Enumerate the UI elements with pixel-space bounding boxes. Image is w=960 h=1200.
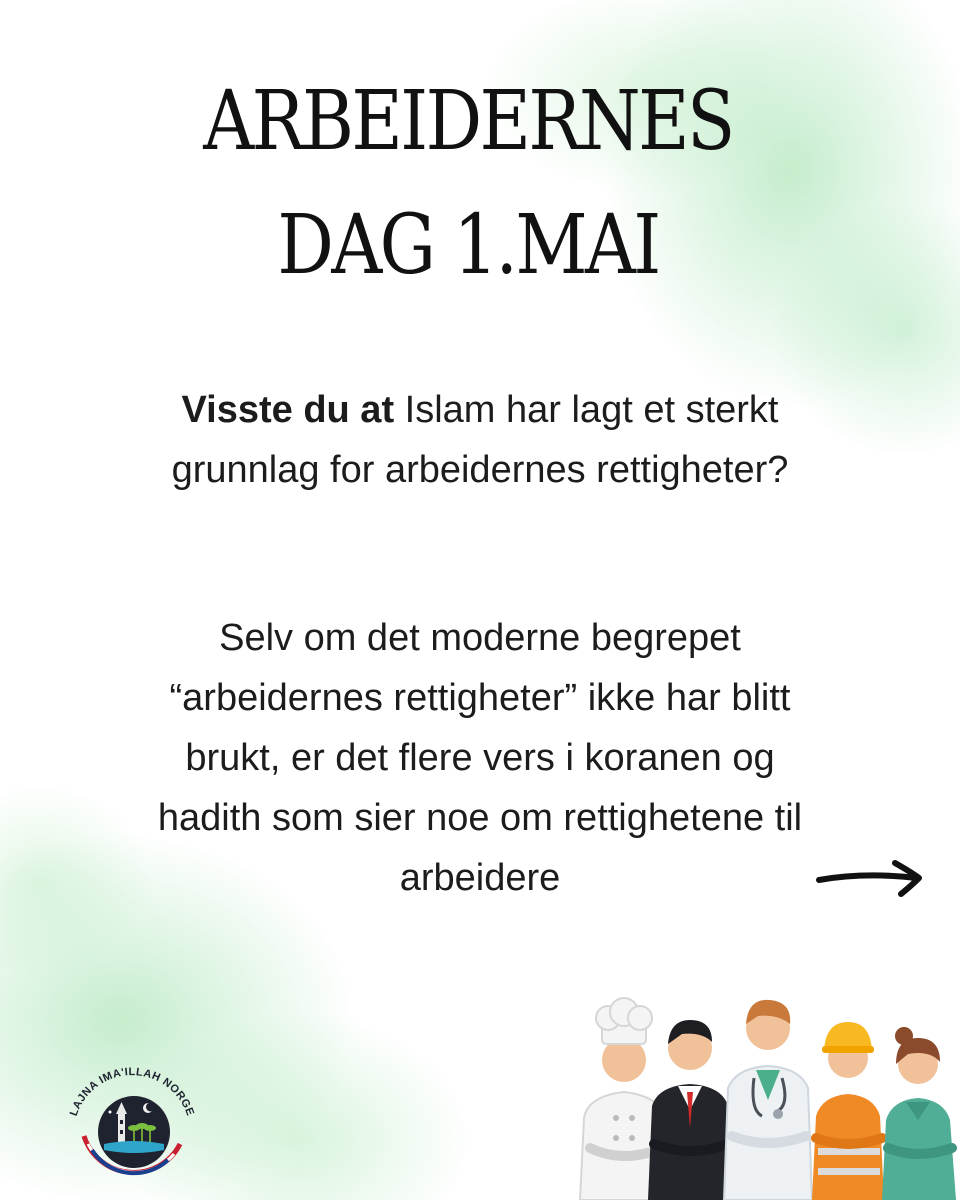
title-line-1: ARBEIDERNES: [203, 74, 733, 169]
doctor-figure: [724, 1000, 812, 1200]
businessman-figure: [648, 1020, 732, 1200]
arrow-right-icon[interactable]: [815, 858, 927, 898]
logo-text: LAJNA IMA'ILLAH NORGE: [67, 1066, 197, 1118]
body-paragraph: Selv om det moderne begrepet “arbeidernes rettigheter” ikke har blitt brukt, er det flere vers i koranen og hadith som sier noe om rettighetene til arbeidere: [157, 617, 803, 899]
construction-worker-figure: [812, 1022, 884, 1200]
intro-lead: Visste du at: [181, 389, 395, 431]
organization-logo: [62, 1040, 202, 1180]
post-title: [66, 60, 871, 308]
intro-paragraph: [130, 380, 830, 500]
intro-rest: Islam har lagt et sterkt grunnlag for arbeidernes rettigheter?: [171, 389, 789, 491]
nurse-figure: [882, 1027, 956, 1200]
workers-illustration: [578, 988, 960, 1200]
title-line-2: DAG 1.MAI: [277, 198, 659, 293]
